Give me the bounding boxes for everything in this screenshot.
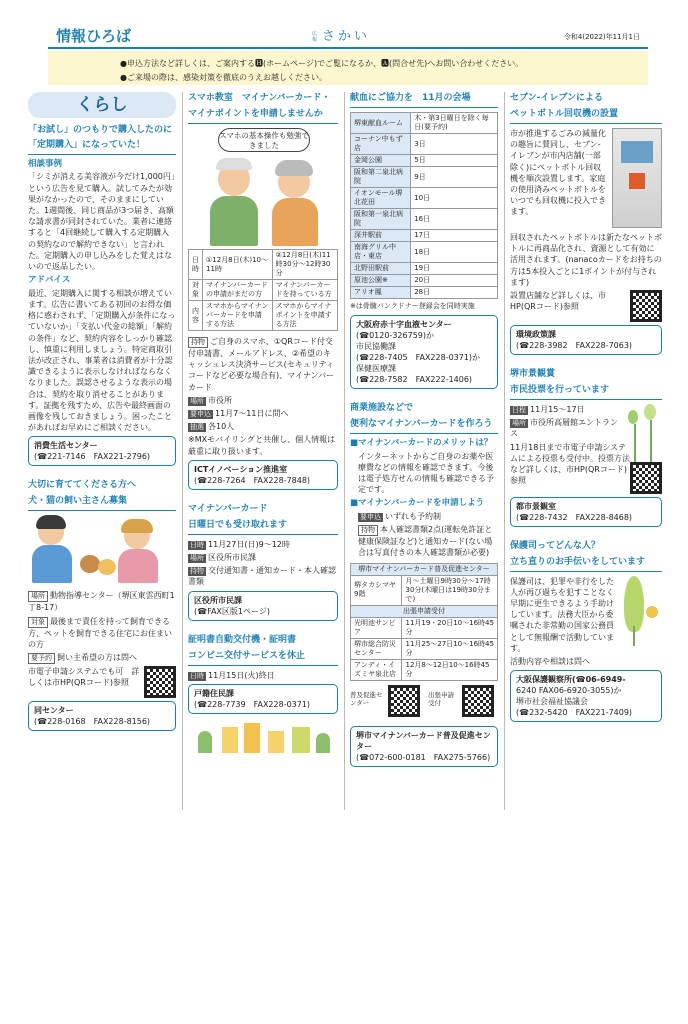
article-title: 証明書自動交付機・証明書: [188, 634, 297, 645]
detail-line: 持物 ご自身のスマホ、①QRコード付交付申請書、メールアドレス、②希望のキャッシュレス決済サービス(セキュリティコードなど必要な場合有)、マイナンバーカード: [188, 337, 334, 392]
contact-box: 環境政策課 (☎228-3982 FAX228-7063): [510, 325, 662, 355]
seniors-with-smartphones-illustration: スマホの基本操作も勉強できました: [188, 128, 338, 246]
article-title: 保護司ってどんな人？: [510, 540, 601, 551]
column-blood-donation: [350, 92, 498, 770]
detail-line: 場所 区役所市民課: [190, 553, 256, 563]
detail-line: 要予約 飼い主希望の方は問へ: [28, 652, 176, 664]
article-title: 便利なマイナンバーカードを作ろう: [350, 418, 498, 434]
column-kurashi: [28, 92, 176, 734]
article-title: セブン-イレブンによる: [510, 93, 604, 103]
section-title: 情報ひろば: [56, 27, 132, 45]
detail-line: 場所 市役所: [190, 395, 232, 405]
article-title: 犬・猫の飼い主さん募集: [28, 495, 176, 511]
family-with-pets-illustration: [28, 515, 176, 587]
tree-illustration: [618, 576, 662, 646]
issue-date: 令和4(2022)年11月1日: [563, 33, 640, 41]
bottle-collection-machine-image: [612, 128, 662, 228]
notice-box: [48, 51, 648, 85]
contact-box: 消費生活センター (☎221-7146 FAX221-2796): [28, 436, 176, 466]
detail-line: 対象 最後まで責任を持って飼育できる方、ペットを飼育できる住宅にお住まいの方: [28, 616, 172, 649]
contact-box: 大阪府赤十字血液センター (☎0120-326759)か 市民協働課 (☎228-7405 FAX228-0371)か 保健医療課 (☎228-7582 FAX222-1406): [350, 315, 498, 389]
contact-box: 都市景観室 (☎228-7432 FAX228-8468): [510, 497, 662, 527]
detail-line: 要申込 いずれも予約制: [360, 511, 441, 521]
body-text: インターネットからご自身のお薬や医療費などの情報を確認できます。今後は電子処方せんの情報も確認できる予定です。: [358, 451, 494, 495]
detail-line: 抽選 各10人: [190, 422, 235, 432]
notice-line: ●申込方法など詳しくは、ご案内する🅷(ホームページ)でご覧になるか、🅰(問合せ先)へお問い合わせください。: [120, 59, 524, 68]
body-text: 回収されたペットボトルは新たなペットボトルに再商品化され、資源として有効に活用されます。(nanacoカードをお持ちの方は5本投入ごとに1ポイントが付与されます): [510, 233, 662, 287]
town-illustration: [188, 717, 338, 753]
detail-line: 設置店舗など詳しくは、市HP(QRコード)参照: [510, 290, 662, 322]
body-text: 市が推進するごみの減量化の趣旨に賛同し、セブン-イレブンが市内店舗(一部除く)にペットボトル回収機を順次設置します。家庭の使用済みペットボトルをいつでも回収機に投入できます。: [510, 128, 662, 218]
article-title: コンビニ交付サービスを休止: [188, 650, 338, 666]
article-title: 日曜日でも受け取れます: [188, 519, 338, 535]
detail-line: 場所 動物指導センター（堺区東雲西町1丁8-17）: [28, 591, 175, 613]
qr-code-icon[interactable]: [462, 685, 494, 717]
article-title: 堺市景観賞: [510, 369, 556, 380]
column-divider: [344, 92, 345, 810]
article-title: スマホ教室 マイナンバーカード・: [188, 93, 331, 103]
detail-line: 持物 本人確認書類2点(運転免許証と健康保険証など)と通知カード(ない場合は写真付きの本人確認書類が必要): [358, 525, 493, 558]
note: ※は骨髄バンクドナー登録会を同時実施: [350, 302, 475, 310]
contact-box: 大阪保護観察所(☎06-6949- 6240 FAX06-6920-3055)か 堺市社会福祉協議会 (☎232-5420 FAX221-7409): [510, 670, 662, 722]
class-schedule-table: 日時 ①12月8日(木)10～11時 ②12月8日(木)11時30分～12時30分 対象 マイナンバーカードの申請がまだの方 マイナンバーカードを持っている方 内容 スマホからマイナンバーカードを申請する方法 スマホからマイナポイントを申請する方法: [188, 249, 338, 331]
qr-code-icon[interactable]: [144, 666, 176, 698]
detail-line: 要申込 11月7～11日に問へ: [190, 409, 289, 419]
publication-logo: 広報 さかい: [312, 29, 371, 44]
article-title: 「定期購入」になっていた！: [28, 139, 176, 155]
qr-code-row: 普及促進センター 出張申請受付: [350, 685, 498, 723]
body-text: 「シミが消える美容液が今だけ1,000円」という広告を見て購入。試してみたが効果がなかったので、そのままにしていた。1週間後、同じ商品が3つ届き、高額な請求書が同封されていた。業者に連絡すると「4回継続して購入する定期購入の契約なので解約できない」と言われた。定期購入の申し込みをした覚えはないので返品したい。: [28, 172, 175, 272]
category-heading: くらし: [28, 92, 176, 118]
detail-line: 場所 市役所高層館エントランス: [510, 418, 618, 439]
article-title: 大切に育ててくださる方へ: [28, 480, 137, 491]
detail-line: 11月18日まで市電子申請システムによる投票も受付中。投票方法など詳しくは、市HP(QRコード)参照: [510, 442, 662, 494]
column-divider: [182, 92, 183, 810]
detail-line: 持物 交付通知書・通知カード・本人確認書類: [188, 566, 336, 587]
article-title: 「お試し」のつもりで購入したのに: [28, 125, 173, 135]
detail-line: 市電子申請システムでも可 詳しくは市HP(QRコード)参照: [28, 666, 176, 698]
plant-illustration: [620, 404, 662, 464]
header-rule: [48, 47, 648, 49]
detail-line: 日時 11月15日(火)終日: [190, 670, 275, 680]
detail-line: 日程 11月15～17日: [512, 405, 585, 415]
contact-box: ICTイノベーション推進室 (☎228-7264 FAX228-7848): [188, 460, 338, 490]
column-recycling: [510, 92, 662, 725]
body-text: 最近、定期購入に関する相談が増えています。広告に書いてある初回のお得な価格に惑わされず、「定期購入が条件になっていないか」「支払い代金の総額」「解約の条件」など、契約内容をしっかり確認し、慎重に利用しましょう。特定商取引法が改正され、事業者は消費者が十分認識できるように表示しなければならなくなりました。誤認させるような表示の場合は、契約を取り消せることがあります。証拠を残すため、広告や最終画面の画像を残しておきましょう。困ったことがあればお早めにご相談ください。: [28, 288, 176, 433]
application-venue-table: 堺市マイナンバーカード普及促進センター 堺タカシマヤ9階 月～土曜日9時30分～17時30分(木曜日は19時30分まで) 出張申請受付 光明池サンピア 11月19・20日10～16時45分 堺市総合防災センター 11月25～27日10～16時45分 アンディ・イズミヤ泉北店 12月8～12日10～16時45分: [350, 563, 498, 681]
article-title: 商業施設などで: [350, 403, 414, 414]
subheading: アドバイス: [28, 275, 71, 286]
donation-venue-table: 堺東献血ルーム 木・第3日曜日を除く毎日(要予約) コーナン中もず店 3日 金岡公園 5日 阪和第二泉北病院 9日 イオンモール堺北花田 10日 阪和第一泉北病院 16日 深井駅前 17日 南海グリル中店・東店 18日 北野田駅前 19日 原池公園※ 20日 アリオ鳳 28日: [350, 112, 498, 299]
contact-box: 同センター (☎228-0168 FAX228-8156): [28, 701, 176, 731]
note: ※MXモバイリングと共催し、個人情報は厳重に取り扱います。: [188, 435, 336, 456]
article-title: ペットボトル回収機の設置: [510, 108, 662, 124]
contact-box: 堺市マイナンバーカード普及促進センター (☎072-600-0181 FAX275-5766): [350, 726, 498, 767]
contact-box: 戸籍住民課 (☎228-7739 FAX228-0371): [188, 684, 338, 714]
subheading: 相談事例: [28, 159, 63, 169]
article-title: 立ち直りのお手伝いをしています: [510, 556, 662, 572]
subheading: ■マイナンバーカードを申請しよう: [350, 498, 485, 509]
column-divider: [504, 92, 505, 810]
notice-line: ●ご来場の際は、感染対策を徹底のうえお越しください。: [120, 73, 327, 82]
qr-code-icon[interactable]: [388, 685, 420, 717]
page-header: [0, 0, 688, 50]
article-title: 献血にご協力を 11月の会場: [350, 92, 498, 108]
contact-box: 区役所市民課 (☎FAX区版1ページ): [188, 591, 338, 621]
subheading: ■マイナンバーカードのメリットは？: [350, 438, 493, 449]
article-title: マイナンバーカード: [188, 503, 268, 514]
qr-code-icon[interactable]: [630, 462, 662, 494]
article-title: マイナポイントを申請しませんか: [188, 108, 338, 124]
column-smartphone: [188, 92, 338, 756]
qr-code-icon[interactable]: [630, 290, 662, 322]
body-text: 保護司は、犯罪や非行をした人が再び過ちを犯すことなく早期に更生できるよう手助けしています。法務大臣から委嘱された非常勤の国家公務員として無報酬で活動しています。: [510, 576, 662, 654]
detail-line: 日時 11月27日(日)9～12時: [190, 539, 290, 549]
article-title: 市民投票を行っています: [510, 384, 662, 400]
body-text: 活動内容や相談は問へ: [510, 657, 590, 667]
